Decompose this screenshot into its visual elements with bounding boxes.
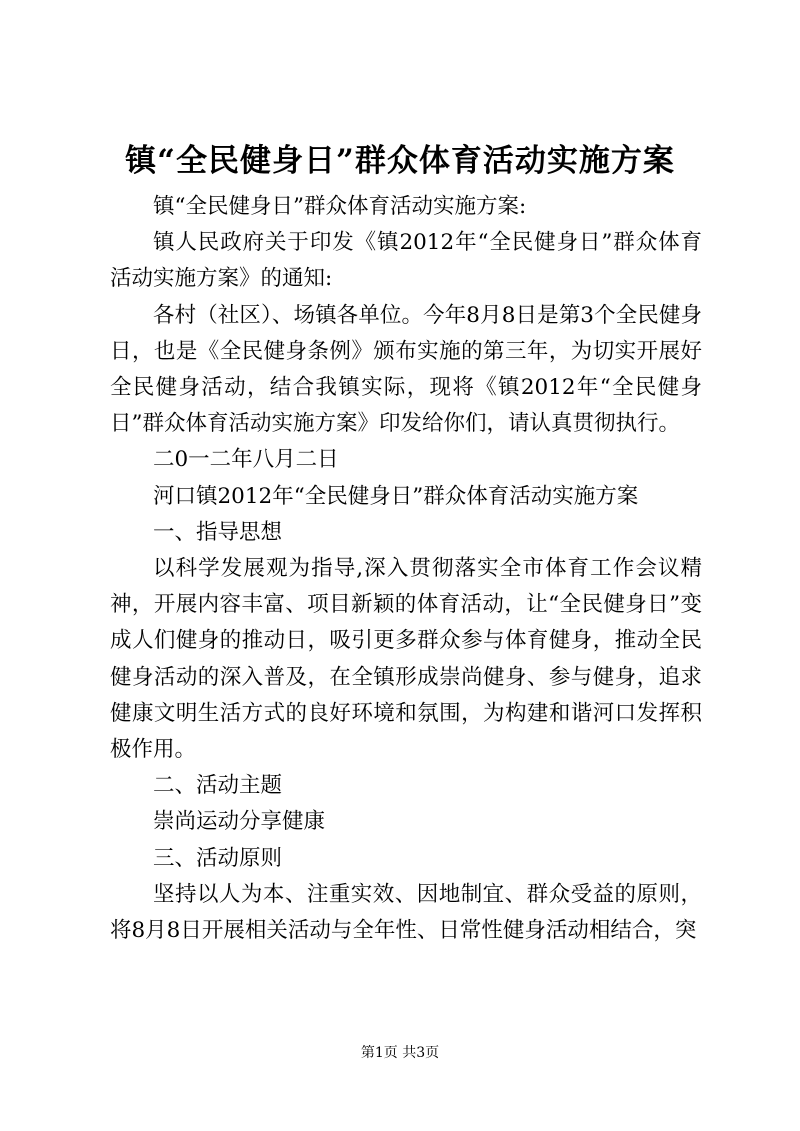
- page-footer: 第1页 共3页: [360, 1045, 440, 1061]
- paragraph-plan-title: 河口镇2012年“全民健身日”群众体育活动实施方案: [153, 483, 639, 509]
- paragraph-theme: 崇尚运动分享健康: [153, 809, 326, 835]
- paragraph-date: 二0一二年八月二日: [153, 447, 339, 473]
- paragraph-heading-repeat: 镇“全民健身日”群众体育活动实施方案:: [153, 194, 527, 219]
- document-body: [110, 189, 702, 949]
- paragraph-notice-body: 各村（社区）、场镇各单位。今年8月8日是第3个全民健身日，也是《全民健身条例》颁布实施的第三年，为切实开展好全民健身活动，结合我镇实际，现将《镇2012年“全民健身日”群众体育活动实施方案》印发给你们，请认真贯彻执行。: [110, 302, 702, 437]
- document-title: 镇“全民健身日”群众体育活动实施方案: [125, 143, 675, 179]
- section-heading-principles: 三、活动原则: [153, 845, 283, 871]
- section-heading-theme: 二、活动主题: [153, 773, 283, 799]
- paragraph-guiding-thought: 以科学发展观为指导,深入贯彻落实全市体育工作会议精神，开展内容丰富、项目新颖的体育活动，让“全民健身日”变成人们健身的推动日，吸引更多群众参与体育健身，推动全民健身活动的深入普及，在全镇形成崇尚健身、参与健身，追求健康文明生活方式的良好环境和氛围，为构建和谐河口发挥积极作用。: [110, 556, 702, 763]
- paragraph-principles: 坚持以人为本、注重实效、因地制宜、群众受益的原则，将8月8日开展相关活动与全年性、日常性健身活动相结合，突: [110, 881, 702, 944]
- section-heading-guiding-thought: 一、指导思想: [153, 519, 283, 545]
- paragraph-notice-title: 镇人民政府关于印发《镇2012年“全民健身日”群众体育活动实施方案》的通知:: [110, 230, 702, 292]
